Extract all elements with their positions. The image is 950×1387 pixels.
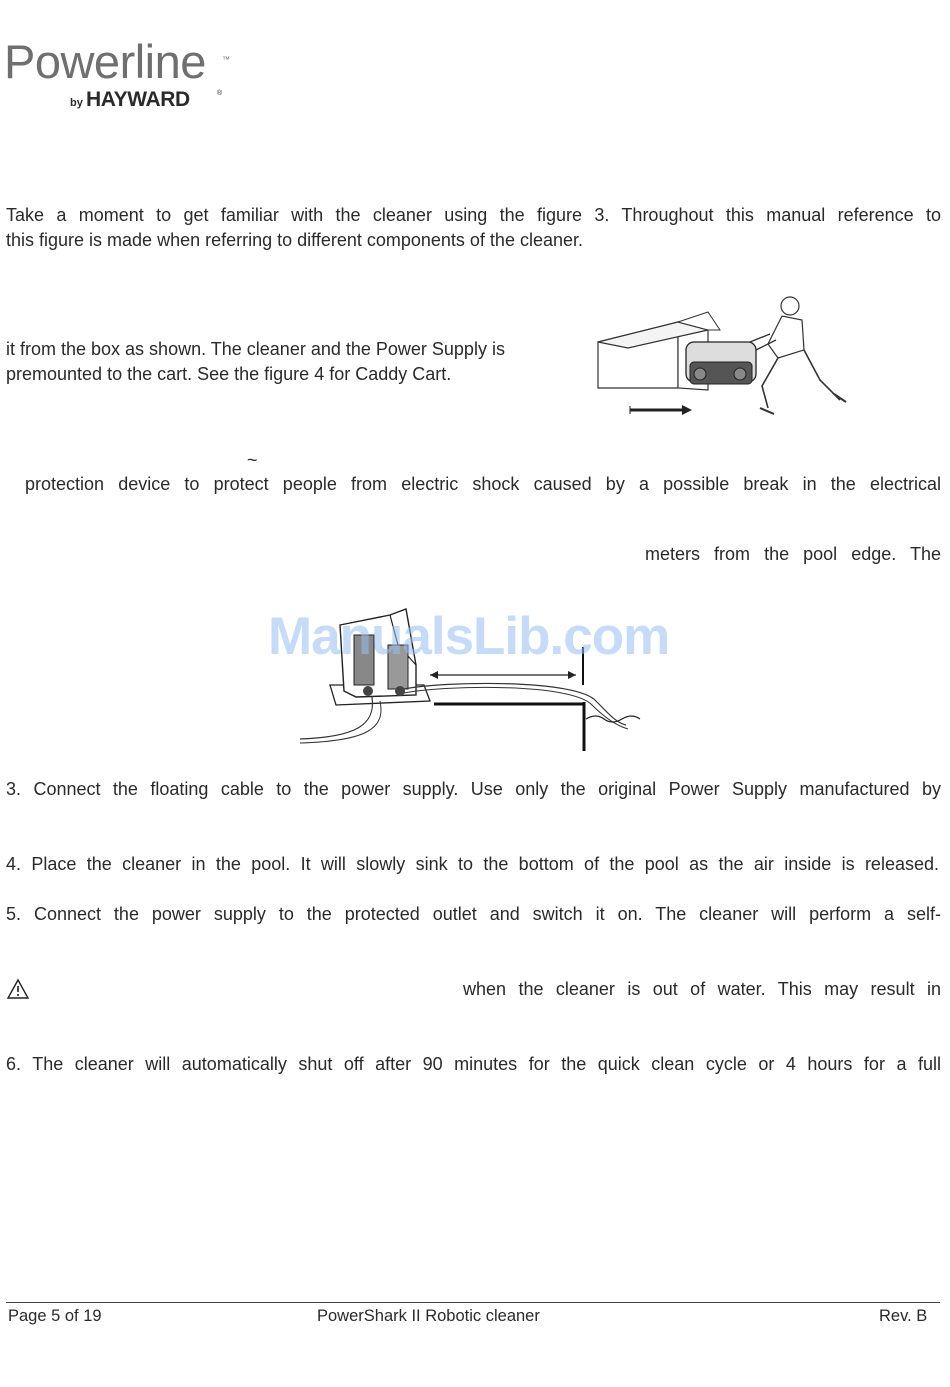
footer-rule bbox=[6, 1302, 940, 1303]
registered-mark: ® bbox=[217, 90, 223, 97]
unbox-line-2: premounted to the cart. See the figure 4 for Caddy Cart. bbox=[6, 364, 452, 384]
warning-line: when the cleaner is out of water. This may result in bbox=[463, 979, 941, 999]
footer-page-number: Page 5 of 19 bbox=[8, 1307, 102, 1325]
warning-triangle-icon bbox=[6, 978, 30, 1000]
footer-revision: Rev. B bbox=[879, 1307, 928, 1325]
ac-symbol: ~ bbox=[247, 450, 258, 470]
step-5-text: 5. Connect the power supply to the protected outlet and switch it on. The cleaner will perform a self- bbox=[6, 904, 941, 924]
brand-hayward: HAYWARD bbox=[86, 88, 190, 111]
unboxing-illustration bbox=[590, 290, 852, 430]
watermark: ManualsLib.com bbox=[268, 607, 670, 666]
step-6-text: 6. The cleaner will automatically shut off after 90 minutes for the quick clean cycle or 4 hours for a full bbox=[6, 1054, 941, 1074]
brand-logo-text: Powerline bbox=[4, 35, 206, 88]
footer-document-title: PowerShark II Robotic cleaner bbox=[317, 1307, 540, 1325]
protection-line: protection device to protect people from electric shock caused by a possible break in the electrical bbox=[25, 474, 941, 494]
step-4-text: 4. Place the cleaner in the pool. It will slowly sink to the bottom of the pool as the air inside is released. bbox=[6, 854, 939, 874]
intro-line-1: Take a moment to get familiar with the cleaner using the figure 3. Throughout this manual reference to bbox=[6, 205, 941, 225]
meters-line: meters from the pool edge. The bbox=[645, 544, 941, 564]
step-3-text: 3. Connect the floating cable to the power supply. Use only the original Power Supply manufactured by bbox=[6, 779, 941, 799]
intro-line-2: this figure is made when referring to different components of the cleaner. bbox=[6, 230, 583, 250]
trademark-mark: ™ bbox=[222, 55, 230, 64]
unbox-line-1: it from the box as shown. The cleaner and the Power Supply is bbox=[6, 339, 505, 359]
logo-by-text: by bbox=[70, 97, 83, 109]
